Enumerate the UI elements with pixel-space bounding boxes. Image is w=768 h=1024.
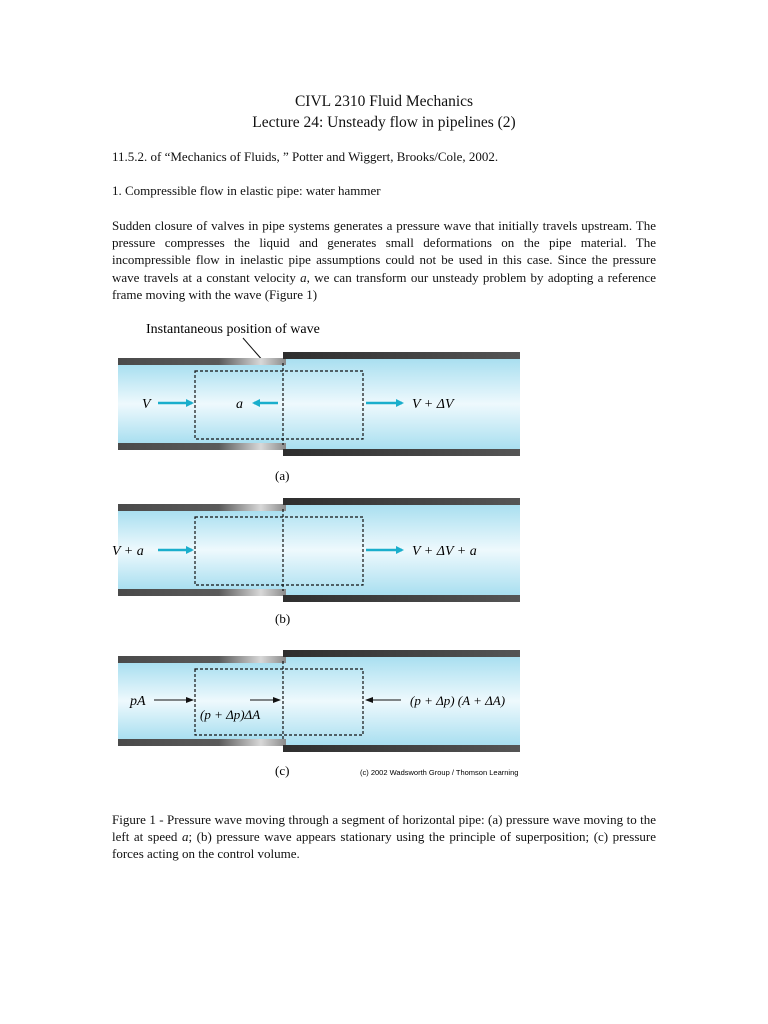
- label-dp-da-c: (p + Δp)ΔA: [200, 707, 261, 722]
- paragraph-text-1: Sudden closure of valves in pipe systems generates a pressure wave that initially travels upstream. The pressure compresses the liquid and generates small deformations on the pipe material. The incompressible flow in inelastic pipe assumptions could not be used in this case. Since the pressure wave travels at a constant velocity: [112, 218, 656, 285]
- pipe-wall-bottom-left: [118, 443, 286, 450]
- paragraph-variable-a: a: [300, 269, 307, 285]
- label-pa-c: pA: [130, 694, 146, 709]
- course-title: CIVL 2310 Fluid Mechanics: [294, 93, 474, 110]
- pipe-wall-top-left: [118, 358, 286, 365]
- pipe-wall-bottom-left: [118, 739, 286, 746]
- pipe-wall-bottom-right: [283, 595, 520, 602]
- wave-position-annotation: Instantaneous position of wave: [146, 322, 320, 337]
- caption-text-1: Figure 1 - Pressure wave moving through a segment of horizontal pipe: (a) pressure wave moving to the left at speed: [112, 812, 656, 845]
- label-wave-speed-a: a: [236, 397, 243, 412]
- panel-a: [118, 352, 520, 483]
- pipe-wall-bottom-right: [283, 745, 520, 752]
- reference-line: 11.5.2. of “Mechanics of Fluids, ” Potter and Wiggert, Brooks/Cole, 2002.: [112, 149, 499, 164]
- caption-c: (c): [275, 763, 290, 778]
- panel-b: [112, 498, 520, 626]
- pipe-wall-top-left: [118, 656, 286, 663]
- pipe-wall-top-left: [118, 504, 286, 511]
- label-v-plus-a-b: V + a: [112, 544, 144, 559]
- caption-a: (a): [275, 468, 290, 483]
- label-pressure-right-c: (p + Δp) (A + ΔA): [410, 693, 506, 708]
- label-v-a: V: [142, 397, 151, 412]
- caption-text-2: ; (b) pressure wave appears stationary using the principle of superposition; (c) pressure forces acting on the control volume.: [112, 829, 656, 862]
- figure-caption: [112, 811, 656, 863]
- lecture-title: Lecture 24: Unsteady flow in pipelines (2): [252, 114, 516, 131]
- pipe-wall-top-right: [283, 650, 520, 657]
- pipe-wall-top-right: [283, 498, 520, 505]
- section-heading: 1. Compressible flow in elastic pipe: water hammer: [112, 183, 381, 198]
- intro-paragraph: [112, 217, 656, 303]
- pipe-wall-bottom-right: [283, 449, 520, 456]
- label-v-dv-a-b: V + ΔV + a: [412, 544, 477, 559]
- pipe-figure: [108, 318, 528, 788]
- copyright-notice: (c) 2002 Wadsworth Group / Thomson Learning: [360, 768, 519, 777]
- caption-variable-a: a: [181, 829, 189, 845]
- label-v-dv-a: V + ΔV: [412, 397, 454, 412]
- panel-c: [118, 650, 520, 778]
- paragraph-text-2: , we can transform our unsteady problem by adopting a reference frame moving with the wave (Figure 1): [112, 269, 657, 302]
- caption-b: (b): [275, 611, 291, 626]
- pipe-wall-bottom-left: [118, 589, 286, 596]
- pipe-wall-top-right: [283, 352, 520, 359]
